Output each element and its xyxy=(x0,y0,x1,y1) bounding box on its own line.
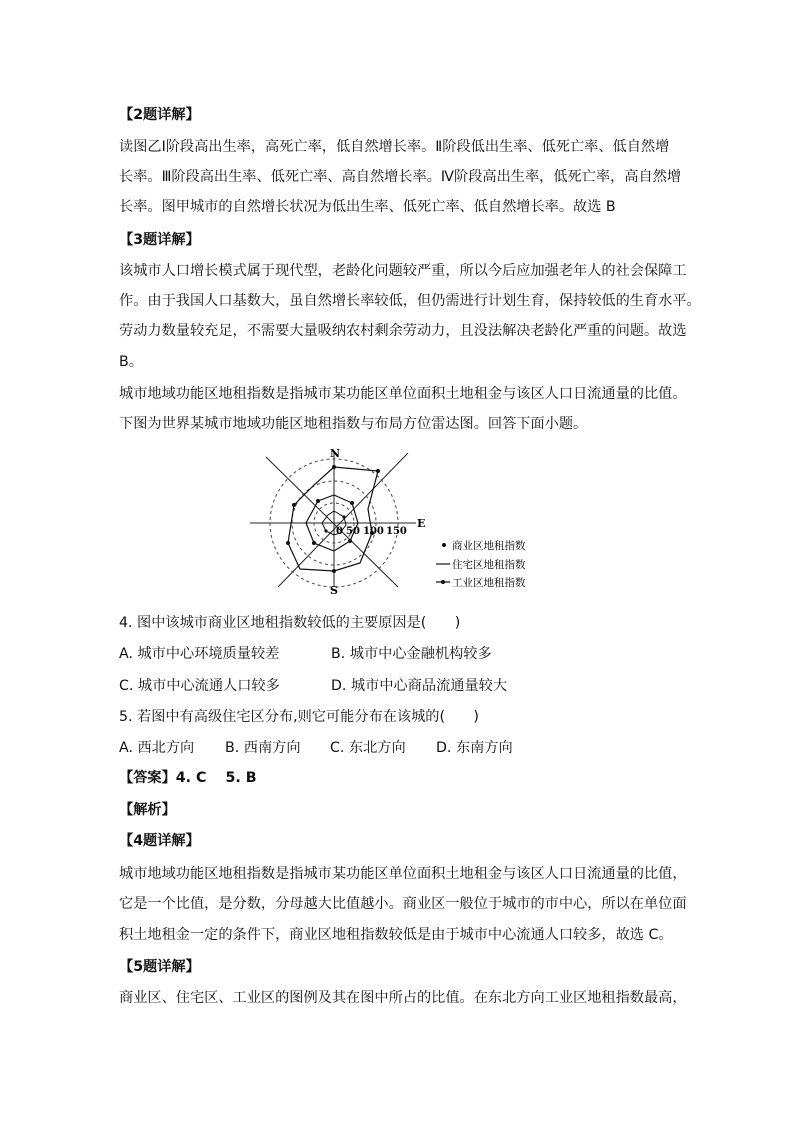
industrial-series xyxy=(288,467,378,571)
legend-dot-icon xyxy=(442,543,446,547)
text-line: 劳动力数量较充足，不需要大量吸纳农村剩余劳动力，且没法解决老龄化严重的问题。故选 xyxy=(119,323,687,339)
text-line: 城市地域功能区地租指数是指城市某功能区单位面积土地租金与该区人口日流通量的比值， xyxy=(119,866,687,882)
option-a: A. 西北方向 xyxy=(119,740,195,756)
option-b: B. 西南方向 xyxy=(225,740,301,756)
text-line: 【2题详解】 xyxy=(119,107,200,123)
text-line: 【4题详解】 xyxy=(119,833,200,849)
option-b: B. 城市中心金融机构较多 xyxy=(331,646,492,662)
legend-label: 住宅区地租指数 xyxy=(452,559,526,571)
radar-figure xyxy=(248,447,544,595)
data-point xyxy=(316,499,320,503)
north-label: N xyxy=(330,447,341,460)
data-point xyxy=(348,539,352,543)
data-point xyxy=(324,529,327,532)
text-line: 【3题详解】 xyxy=(119,232,200,248)
data-point xyxy=(292,503,296,507)
option-d: D. 东南方向 xyxy=(436,740,513,756)
question-5-stem: 5. 若图中有高级住宅区分布,则它可能分布在该城的( ) xyxy=(119,709,479,725)
east-label: E xyxy=(417,517,426,530)
option-c: C. 城市中心流通人口较多 xyxy=(119,678,280,694)
diag-axis xyxy=(278,453,408,587)
question-4-stem: 4. 图中该城市商业区地租指数较低的主要原因是( ) xyxy=(119,615,461,631)
option-d: D. 城市中心商品流通量较大 xyxy=(331,678,508,694)
text-line: 下图为世界某城市地域功能区地租指数与布局方位雷达图。回答下面小题。 xyxy=(119,416,588,432)
option-c: C. 东北方向 xyxy=(330,740,406,756)
text-line: 长率。Ⅲ阶段高出生率、低死亡率、高自然增长率。Ⅳ阶段高出生率，低死亡率，高自然增 xyxy=(119,169,682,185)
data-point xyxy=(376,469,380,473)
data-point xyxy=(332,465,336,469)
legend-label: 工业区地租指数 xyxy=(452,577,526,589)
option-a: A. 城市中心环境质量较差 xyxy=(119,646,280,662)
text-line: 作。由于我国人口基数大，虽自然增长率较低，但仍需进行计划生育，保持较低的生育水平。 xyxy=(119,293,701,309)
text-line: 积土地租金一定的条件下，商业区地租指数较低是由于城市中心流通人口较多，故选 C。 xyxy=(119,927,673,943)
tick-label: 150 xyxy=(386,526,407,537)
tick-label: 0 xyxy=(336,526,343,537)
legend-dot-icon xyxy=(441,580,445,584)
text-line: 它是一个比值，是分数，分母越大比值越小。商业区一般位于城市的市中心，所以在单位面 xyxy=(119,896,687,912)
data-point xyxy=(342,515,345,518)
data-point xyxy=(312,541,316,545)
text-line: 读图乙Ⅰ阶段高出生率，高死亡率，低自然增长率。Ⅱ阶段低出生率、低死亡率、低自然增 xyxy=(119,139,670,155)
answer-line: 【答案】4. C 5. B xyxy=(119,770,257,786)
south-label: S xyxy=(330,584,338,595)
data-point xyxy=(350,501,354,505)
data-point xyxy=(286,541,290,545)
text-line: B。 xyxy=(119,354,143,370)
tick-label: 100 xyxy=(363,526,384,537)
text-line: 【5题详解】 xyxy=(119,959,200,975)
data-point xyxy=(332,569,336,573)
text-line: 长率。图甲城市的自然增长状况为低出生率、低死亡率、低自然增长率。故选 B xyxy=(119,199,616,215)
text-line: 商业区、住宅区、工业区的图例及其在图中所占的比值。在东北方向工业区地租指数最高， xyxy=(119,990,687,1006)
tick-label: 50 xyxy=(346,526,360,537)
text-line: 城市地域功能区地租指数是指城市某功能区单位面积土地租金与该区人口日流通量的比值。 xyxy=(119,386,687,402)
legend-label: 商业区地租指数 xyxy=(452,540,526,552)
text-line: 该城市人口增长模式属于现代型，老龄化问题较严重，所以今后应加强老年人的社会保障工 xyxy=(119,263,687,279)
analysis-heading: 【解析】 xyxy=(119,802,176,818)
